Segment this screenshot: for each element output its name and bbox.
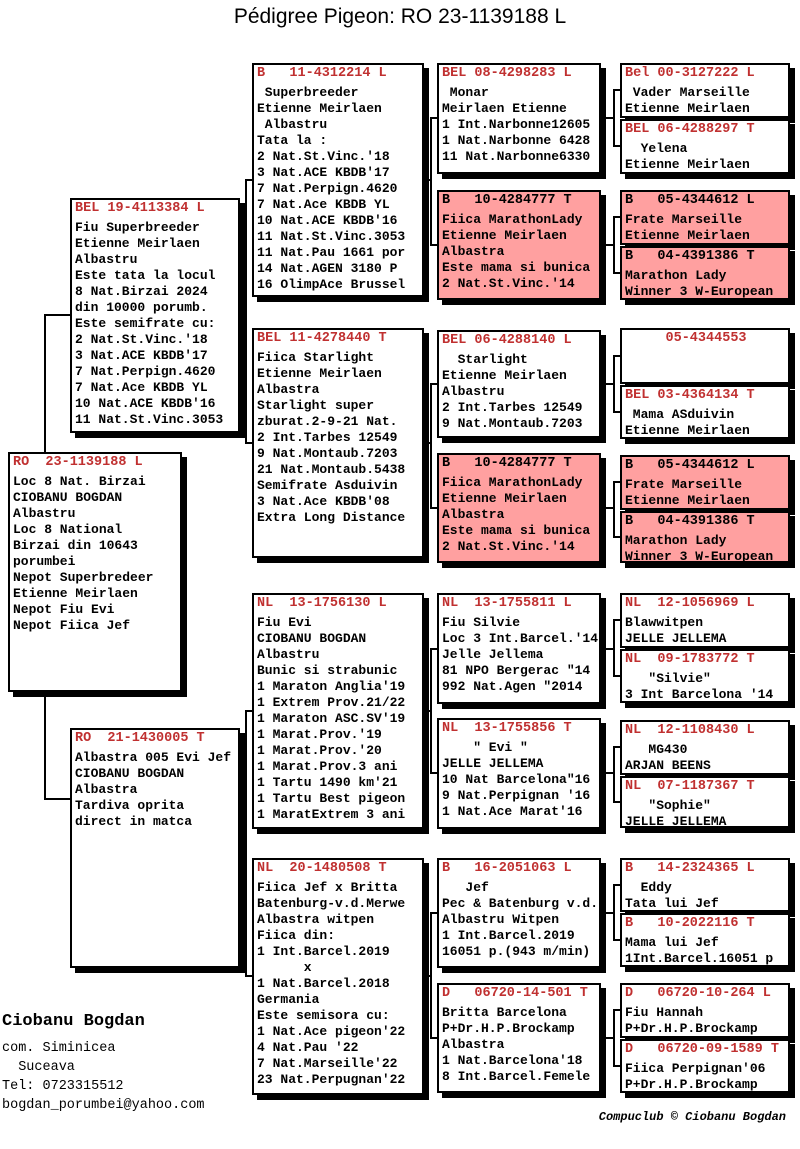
- box-text-line: Vader Marseille: [625, 85, 750, 100]
- connector-line: [613, 884, 620, 886]
- connector-line: [601, 1037, 613, 1039]
- box-text-line: Fiica Starlight: [257, 350, 375, 365]
- box-text-line: Etienne Meirlaen: [625, 157, 750, 172]
- connector-line: [613, 619, 615, 677]
- box-text-line: Jelle Jellema: [442, 647, 544, 662]
- box-text-line: Loc 8 Nat. Birzai: [13, 474, 146, 489]
- pedigree-box: [620, 776, 790, 828]
- ring-number: B 10-2022116 T: [625, 916, 755, 931]
- pedigree-box: [620, 858, 790, 912]
- box-text-line: "Silvie": [625, 671, 711, 686]
- ring-number: NL 12-1056969 L: [625, 596, 755, 611]
- connector-line: [601, 507, 613, 509]
- box-text-line: Este semifrate cu:: [75, 316, 216, 331]
- box-text-line: Albastru: [257, 647, 320, 662]
- ring-number: BEL 06-4288140 L: [442, 333, 572, 348]
- box-text-line: Albastra: [442, 244, 505, 259]
- box-text-line: Bunic si strabunic: [257, 663, 398, 678]
- ring-number: B 14-2324365 L: [625, 861, 755, 876]
- box-text-line: Fiica Perpignan'06: [625, 1061, 766, 1076]
- box-text-line: P+Dr.H.P.Brockamp: [625, 1021, 758, 1036]
- ring-number: B 04-4391386 T: [625, 514, 755, 529]
- box-text-line: Albastru: [75, 252, 138, 267]
- connector-line: [430, 912, 432, 1039]
- box-text-line: CIOBANU BOGDAN: [13, 490, 123, 505]
- connector-line: [613, 272, 620, 274]
- box-text-line: Albastra: [257, 382, 320, 397]
- box-text-line: 1 Nat.Ace pigeon'22: [257, 1024, 406, 1039]
- box-text-line: 11 Nat.St.Vinc.3053: [257, 229, 406, 244]
- box-text-line: Winner 3 W-European: [625, 549, 774, 564]
- box-text-line: 2 Nat.St.Vinc.'14: [442, 276, 575, 291]
- box-text-line: 10 Nat Barcelona"16: [442, 772, 591, 787]
- ring-number: 05-4344553: [625, 331, 747, 346]
- ring-number: B 04-4391386 T: [625, 249, 755, 264]
- pedigree-box: [437, 63, 601, 174]
- connector-line: [613, 355, 615, 413]
- connector-line: [245, 975, 252, 977]
- connector-line: [613, 884, 615, 941]
- connector-line: [430, 648, 437, 650]
- connector-line: [430, 912, 437, 914]
- box-text-line: 23 Nat.Perpugnan'22: [257, 1072, 406, 1087]
- pedigree-box: [437, 453, 601, 563]
- ring-number: NL 12-1108430 L: [625, 723, 755, 738]
- box-text-line: Albastru: [257, 117, 328, 132]
- connector-line: [245, 710, 252, 712]
- ring-number: BEL 11-4278440 T: [257, 331, 387, 346]
- box-text-line: Birzai din 10643: [13, 538, 138, 553]
- box-text-line: direct in matca: [75, 814, 193, 829]
- connector-line: [613, 746, 620, 748]
- pedigree-box: [437, 718, 601, 829]
- copyright-note: Compuclub © Ciobanu Bogdan: [598, 1110, 786, 1124]
- connector-line: [430, 648, 432, 774]
- box-text-line: Germania: [257, 992, 320, 1007]
- box-text-line: 7 Nat.Ace KBDB YL: [257, 197, 390, 212]
- box-text-line: Etienne Meirlaen: [442, 491, 567, 506]
- address-line: com. Siminicea: [2, 1041, 116, 1056]
- box-text-line: 1 Marat.Prov.3 ani: [257, 759, 398, 774]
- pedigree-box: [620, 328, 790, 384]
- connector-line: [613, 939, 620, 941]
- box-text-line: Batenburg-v.d.Merwe: [257, 896, 406, 911]
- box-text-line: 2 Nat.St.Vinc.'18: [75, 332, 208, 347]
- pedigree-box: [620, 913, 790, 967]
- pedigree-box: [70, 198, 240, 433]
- box-text-line: 7 Nat.Perpign.4620: [257, 181, 398, 196]
- ring-number: B 05-4344612 L: [625, 193, 755, 208]
- box-text-line: Tardiva oprita: [75, 798, 185, 813]
- connector-line: [44, 798, 70, 800]
- box-text-line: 4 Nat.Pau '22: [257, 1040, 359, 1055]
- connector-line: [613, 89, 620, 91]
- pedigree-box: [252, 858, 424, 1095]
- box-text-line: Mama ASduivin: [625, 407, 735, 422]
- ring-number: B 10-4284777 T: [442, 456, 572, 471]
- pedigree-box: [620, 385, 790, 439]
- pedigree-box: [8, 452, 182, 692]
- ring-number: D 06720-14-501 T: [442, 986, 588, 1001]
- box-text-line: Etienne Meirlaen: [625, 228, 750, 243]
- box-text-line: P+Dr.H.P.Brockamp: [442, 1021, 575, 1036]
- box-text-line: Loc 8 National: [13, 522, 123, 537]
- box-text-line: 1 Extrem Prov.21/22: [257, 695, 406, 710]
- box-text-line: Fiica Jef x Britta: [257, 880, 398, 895]
- box-text-line: Yelena: [625, 141, 688, 156]
- box-text-line: Fiu Evi: [257, 615, 312, 630]
- connector-line: [613, 746, 615, 803]
- box-text-line: din 10000 porumb.: [75, 300, 208, 315]
- box-text-line: Albastru: [442, 384, 505, 399]
- box-text-line: 1 MaratExtrem 3 ani: [257, 807, 406, 822]
- box-text-line: 1 Nat.Barcel.2018: [257, 976, 390, 991]
- box-text-line: Nepot Fiu Evi: [13, 602, 115, 617]
- connector-line: [430, 507, 437, 509]
- connector-line: [601, 912, 613, 914]
- box-text-line: Frate Marseille: [625, 477, 743, 492]
- box-text-line: 1 Tartu Best pigeon: [257, 791, 406, 806]
- box-text-line: P+Dr.H.P.Brockamp: [625, 1077, 758, 1092]
- box-text-line: Marathon Lady: [625, 268, 727, 283]
- box-text-line: Albastra 005 Evi Jef: [75, 750, 232, 765]
- connector-line: [613, 536, 620, 538]
- box-text-line: Marathon Lady: [625, 533, 727, 548]
- box-text-line: Fiica din:: [257, 928, 336, 943]
- pedigree-box: [252, 593, 424, 829]
- box-text-line: Pec & Batenburg v.d.: [442, 896, 599, 911]
- box-text-line: porumbei: [13, 554, 76, 569]
- address-line: Tel: 0723315512: [2, 1079, 124, 1094]
- box-text-line: Jef: [442, 880, 489, 895]
- box-text-line: Etienne Meirlaen: [13, 586, 138, 601]
- pedigree-box: [620, 455, 790, 510]
- ring-number: NL 13-1755811 L: [442, 596, 572, 611]
- connector-line: [613, 481, 620, 483]
- box-text-line: 1 Marat.Prov.'19: [257, 727, 382, 742]
- box-text-line: 16051 p.(943 m/min): [442, 944, 591, 959]
- box-text-line: 1 Nat.Ace Marat'16: [442, 804, 583, 819]
- connector-line: [613, 89, 615, 147]
- box-text-line: 11 Nat.Pau 1661 por: [257, 245, 406, 260]
- box-text-line: Etienne Meirlaen: [257, 366, 382, 381]
- box-text-line: Etienne Meirlaen: [625, 423, 750, 438]
- ring-number: D 06720-09-1589 T: [625, 1042, 779, 1057]
- ring-number: B 11-4312214 L: [257, 66, 387, 81]
- pedigree-box: [620, 246, 790, 300]
- box-text-line: Etienne Meirlaen: [442, 228, 567, 243]
- box-text-line: Este semisora cu:: [257, 1008, 390, 1023]
- box-text-line: 1Int.Barcel.16051 p: [625, 951, 774, 966]
- box-text-line: Etienne Meirlaen: [257, 101, 382, 116]
- pedigree-box: [437, 330, 601, 438]
- box-text-line: 992 Nat.Agen "2014: [442, 679, 583, 694]
- connector-line: [245, 179, 247, 444]
- box-text-line: Starlight super: [257, 398, 375, 413]
- pedigree-box: [70, 728, 240, 968]
- box-text-line: 1 Tartu 1490 km'21: [257, 775, 398, 790]
- breeder-address: [2, 1039, 205, 1115]
- box-text-line: 1 Int.Narbonne12605: [442, 117, 591, 132]
- box-text-line: CIOBANU BOGDAN: [257, 631, 367, 646]
- box-text-line: "Sophie": [625, 798, 711, 813]
- box-text-line: 1 Nat.Barcelona'18: [442, 1053, 583, 1068]
- box-text-line: Mama lui Jef: [625, 935, 719, 950]
- box-text-line: 3 Nat.ACE KBDB'17: [257, 165, 390, 180]
- ring-number: BEL 19-4113384 L: [75, 201, 205, 216]
- ring-number: B 05-4344612 L: [625, 458, 755, 473]
- box-text-line: 1 Int.Barcel.2019: [257, 944, 390, 959]
- box-text-line: 3 Nat.ACE KBDB'17: [75, 348, 208, 363]
- pedigree-box: [620, 593, 790, 648]
- box-text-line: zburat.2-9-21 Nat.: [257, 414, 398, 429]
- box-text-line: Fiica MarathonLady: [442, 212, 583, 227]
- connector-line: [601, 244, 613, 246]
- connector-line: [44, 314, 70, 316]
- connector-line: [613, 481, 615, 538]
- pedigree-box: [620, 190, 790, 245]
- ring-number: NL 13-1756130 L: [257, 596, 387, 611]
- ring-number: Bel 00-3127222 L: [625, 66, 755, 81]
- box-text-line: Tata lui Jef: [625, 896, 719, 911]
- box-text-line: 11 Nat.St.Vinc.3053: [75, 412, 224, 427]
- box-text-line: 1 Marat.Prov.'20: [257, 743, 382, 758]
- ring-number: B 10-4284777 T: [442, 193, 572, 208]
- box-text-line: JELLE JELLEMA: [442, 756, 544, 771]
- ring-number: BEL 06-4288297 T: [625, 122, 755, 137]
- box-text-line: Etienne Meirlaen: [75, 236, 200, 251]
- box-text-line: Albastra witpen: [257, 912, 375, 927]
- connector-line: [601, 383, 613, 385]
- connector-line: [613, 675, 620, 677]
- box-text-line: 1 Maraton Anglia'19: [257, 679, 406, 694]
- connector-line: [430, 1037, 437, 1039]
- ring-number: RO 23-1139188 L: [13, 455, 143, 470]
- pedigree-box: [437, 858, 601, 968]
- box-text-line: Fiu Hannah: [625, 1005, 704, 1020]
- connector-line: [613, 1065, 620, 1067]
- box-text-line: Frate Marseille: [625, 212, 743, 227]
- ring-number: NL 09-1783772 T: [625, 652, 755, 667]
- box-text-line: Starlight: [442, 352, 528, 367]
- box-text-line: JELLE JELLEMA: [625, 814, 727, 829]
- box-text-line: 10 Nat.ACE KBDB'16: [75, 396, 216, 411]
- box-text-line: Este mama si bunica: [442, 523, 591, 538]
- box-text-line: Winner 3 W-European: [625, 284, 774, 299]
- box-text-line: 16 OlimpAce Brussel: [257, 277, 406, 292]
- connector-line: [613, 216, 615, 274]
- box-text-line: 21 Nat.Montaub.5438: [257, 462, 406, 477]
- box-text-line: 2 Nat.St.Vinc.'18: [257, 149, 390, 164]
- box-text-line: MG430: [625, 742, 688, 757]
- box-text-line: Fiu Silvie: [442, 615, 521, 630]
- box-text-line: Albastra: [442, 1037, 505, 1052]
- box-text-line: 81 NPO Bergerac "14: [442, 663, 591, 678]
- box-text-line: Eddy: [625, 880, 672, 895]
- page-title: Pédigree Pigeon: RO 23-1139188 L: [233, 5, 567, 28]
- box-text-line: Britta Barcelona: [442, 1005, 567, 1020]
- box-text-line: Loc 3 Int.Barcel.'14: [442, 631, 599, 646]
- box-text-line: Nepot Superbredeer: [13, 570, 154, 585]
- box-text-line: CIOBANU BOGDAN: [75, 766, 185, 781]
- address-line: Suceava: [2, 1060, 75, 1075]
- box-text-line: Extra Long Distance: [257, 510, 406, 525]
- box-text-line: Meirlaen Etienne: [442, 101, 567, 116]
- box-text-line: Nepot Fiica Jef: [13, 618, 131, 633]
- box-text-line: 8 Nat.Birzai 2024: [75, 284, 208, 299]
- breeder-name: Ciobanu Bogdan: [2, 1012, 145, 1031]
- connector-line: [601, 648, 613, 650]
- box-text-line: Albastra: [75, 782, 138, 797]
- box-text-line: 2 Int.Tarbes 12549: [257, 430, 398, 445]
- connector-line: [613, 145, 620, 147]
- connector-line: [430, 383, 437, 385]
- ring-number: RO 21-1430005 T: [75, 731, 205, 746]
- connector-line: [613, 801, 620, 803]
- box-text-line: 2 Int.Tarbes 12549: [442, 400, 583, 415]
- box-text-line: Etienne Meirlaen: [442, 368, 567, 383]
- box-text-line: 11 Nat.Narbonne6330: [442, 149, 591, 164]
- connector-line: [245, 442, 252, 444]
- pedigree-box: [252, 63, 424, 297]
- box-text-line: Fiica MarathonLady: [442, 475, 583, 490]
- box-text-line: Fiu Superbreeder: [75, 220, 200, 235]
- ring-number: BEL 03-4364134 T: [625, 388, 755, 403]
- connector-line: [601, 117, 613, 119]
- box-text-line: x: [257, 960, 312, 975]
- pedigree-box: [437, 190, 601, 300]
- box-text-line: Semifrate Asduivin: [257, 478, 398, 493]
- box-text-line: 14 Nat.AGEN 3180 P: [257, 261, 398, 276]
- box-text-line: 8 Int.Barcel.Femele: [442, 1069, 591, 1084]
- pedigree-box: [437, 593, 601, 704]
- pedigree-box: [620, 649, 790, 703]
- box-text-line: ARJAN BEENS: [625, 758, 711, 773]
- pedigree-box: [620, 983, 790, 1038]
- box-text-line: Superbreeder: [257, 85, 359, 100]
- connector-line: [613, 411, 620, 413]
- pedigree-box: [437, 983, 601, 1093]
- ring-number: NL 07-1187367 T: [625, 779, 755, 794]
- connector-line: [245, 179, 252, 181]
- connector-line: [613, 619, 620, 621]
- ring-number: NL 20-1480508 T: [257, 861, 387, 876]
- connector-line: [430, 117, 437, 119]
- ring-number: B 16-2051063 L: [442, 861, 572, 876]
- ring-number: BEL 08-4298283 L: [442, 66, 572, 81]
- box-text-line: Albastru: [13, 506, 76, 521]
- box-text-line: 3 Nat.Ace KBDB'08: [257, 494, 390, 509]
- pedigree-box: [620, 63, 790, 118]
- connector-line: [430, 117, 432, 246]
- pedigree-box: [620, 1039, 790, 1093]
- box-text-line: JELLE JELLEMA: [625, 631, 727, 646]
- box-text-line: 1 Int.Barcel.2019: [442, 928, 575, 943]
- box-text-line: 2 Nat.St.Vinc.'14: [442, 539, 575, 554]
- ring-number: NL 13-1755856 T: [442, 721, 572, 736]
- box-text-line: 9 Nat.Montaub.7203: [442, 416, 583, 431]
- box-text-line: Monar: [442, 85, 489, 100]
- connector-line: [601, 772, 613, 774]
- box-text-line: Este tata la locul: [75, 268, 216, 283]
- box-text-line: 1 Nat.Narbonne 6428: [442, 133, 591, 148]
- box-text-line: Blawwitpen: [625, 615, 704, 630]
- box-text-line: 7 Nat.Perpign.4620: [75, 364, 216, 379]
- connector-line: [245, 710, 247, 977]
- address-line: bogdan_porumbei@yahoo.com: [2, 1098, 205, 1113]
- ring-number: D 06720-10-264 L: [625, 986, 771, 1001]
- connector-line: [613, 216, 620, 218]
- box-text-line: 10 Nat.ACE KBDB'16: [257, 213, 398, 228]
- connector-line: [613, 1009, 620, 1011]
- box-text-line: 1 Maraton ASC.SV'19: [257, 711, 406, 726]
- connector-line: [430, 772, 437, 774]
- box-text-line: 9 Nat.Perpignan '16: [442, 788, 591, 803]
- box-text-line: Albastra: [442, 507, 505, 522]
- box-text-line: Etienne Meirlaen: [625, 101, 750, 116]
- box-text-line: Etienne Meirlaen: [625, 493, 750, 508]
- box-text-line: 7 Nat.Marseille'22: [257, 1056, 398, 1071]
- connector-line: [613, 355, 620, 357]
- pedigree-box: [620, 720, 790, 775]
- box-text-line: 7 Nat.Ace KBDB YL: [75, 380, 208, 395]
- connector-line: [430, 383, 432, 509]
- box-text-line: Tata la :: [257, 133, 328, 148]
- connector-line: [430, 244, 437, 246]
- pedigree-box: [620, 511, 790, 563]
- box-text-line: " Evi ": [442, 740, 528, 755]
- box-text-line: Este mama si bunica: [442, 260, 591, 275]
- connector-line: [613, 1009, 615, 1067]
- pedigree-box: [252, 328, 424, 558]
- box-text-line: 9 Nat.Montaub.7203: [257, 446, 398, 461]
- box-text-line: Albastru Witpen: [442, 912, 560, 927]
- pedigree-box: [620, 119, 790, 174]
- box-text-line: 3 Int Barcelona '14: [625, 687, 774, 702]
